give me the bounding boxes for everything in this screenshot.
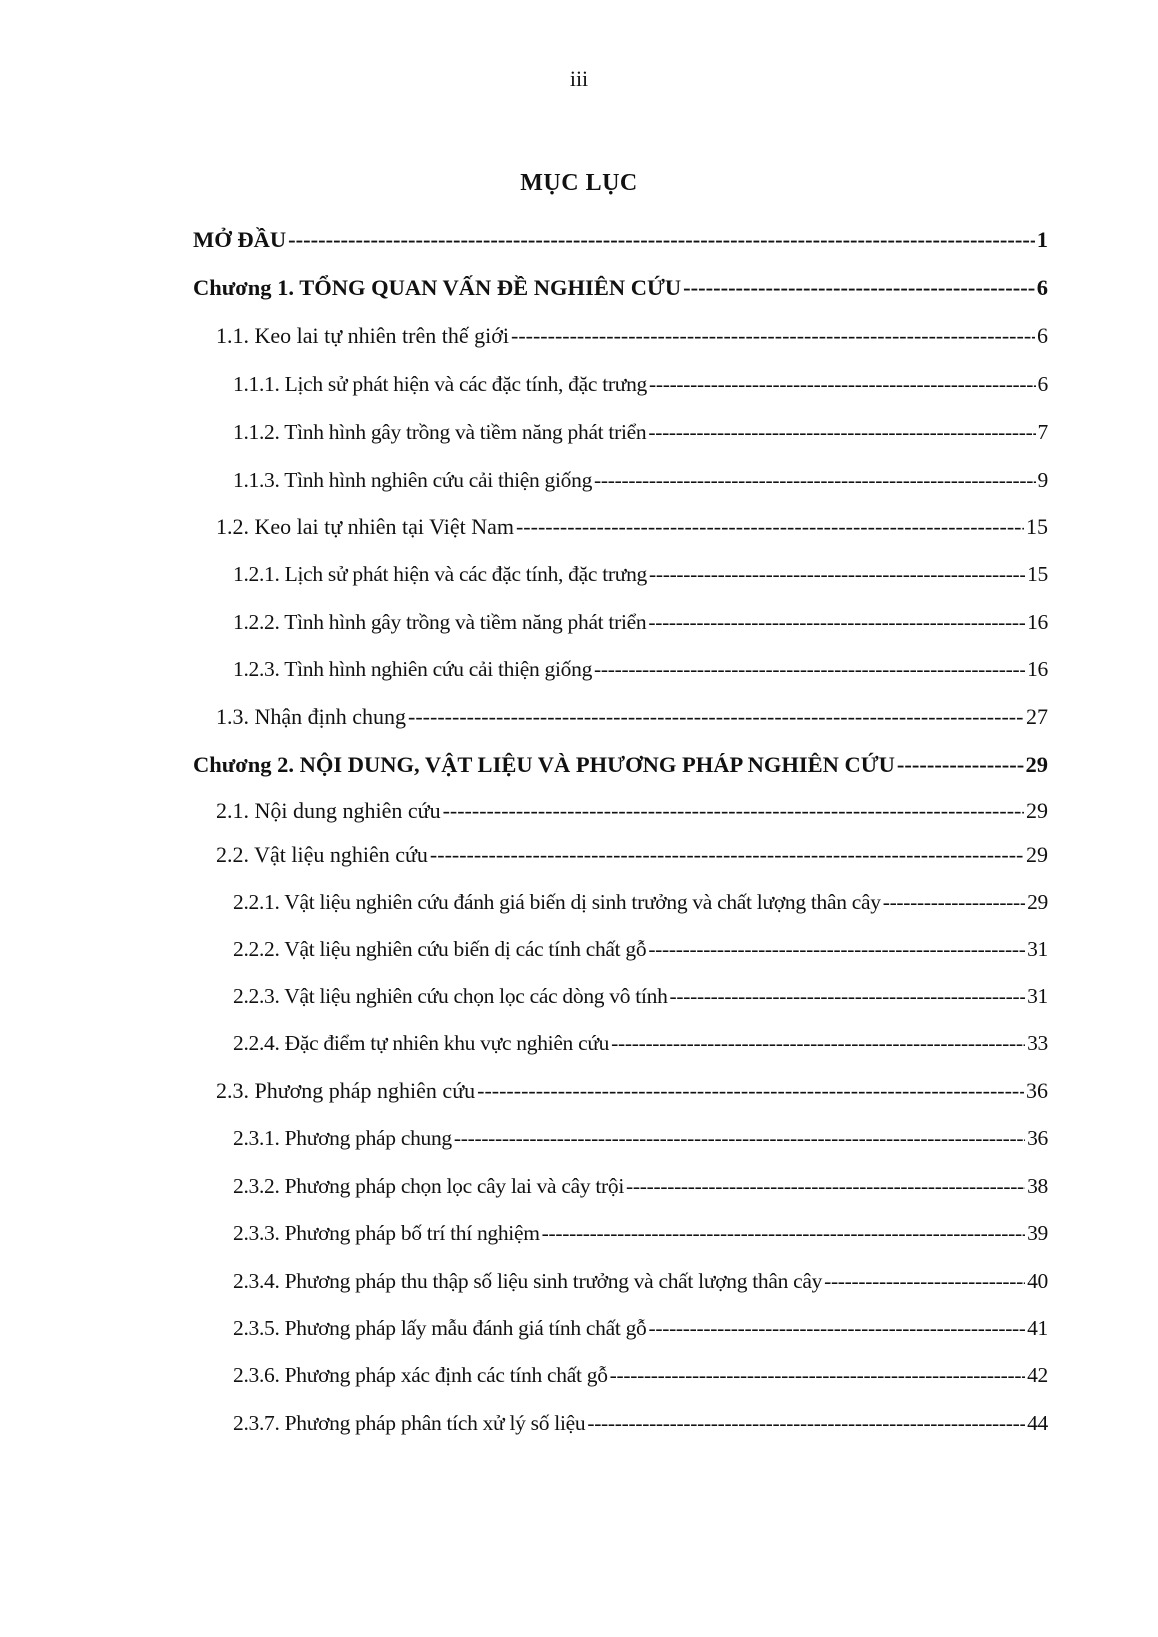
toc-leader-dashes	[649, 369, 1036, 399]
toc-leader-dashes	[594, 654, 1025, 684]
toc-entry[interactable]	[193, 225, 1048, 255]
toc-entry-page: 40	[1027, 1269, 1048, 1293]
toc-entry-page: 15	[1026, 514, 1048, 539]
toc-entry-text: 2.2.2. Vật liệu nghiên cứu biến dị các tính chất gỗ	[233, 937, 647, 961]
toc-entry-page: 38	[1027, 1174, 1048, 1198]
toc-entry[interactable]	[233, 1313, 1048, 1343]
toc-entry-text: Chương 2. NỘI DUNG, VẬT LIỆU VÀ PHƯƠNG PHÁP NGHIÊN CỨU	[193, 752, 895, 777]
toc-entry-text: 2.2.1. Vật liệu nghiên cứu đánh giá biến dị sinh trưởng và chất lượng thân cây	[233, 890, 881, 914]
toc-leader-dashes	[648, 1313, 1025, 1343]
toc-entry-text: 1.1. Keo lai tự nhiên trên thế giới	[216, 323, 509, 348]
toc-entry[interactable]	[233, 1266, 1048, 1296]
toc-leader-dashes	[611, 1028, 1025, 1058]
toc-leader-dashes	[516, 512, 1024, 542]
toc-entry-text: 1.1.3. Tình hình nghiên cứu cải thiện giống	[233, 468, 593, 492]
toc-entry-page: 29	[1026, 842, 1048, 867]
toc-leader-dashes	[648, 934, 1025, 964]
toc-entry[interactable]	[193, 273, 1048, 303]
toc-entry-page: 31	[1027, 937, 1048, 961]
toc-entry-page: 42	[1027, 1363, 1048, 1387]
toc-entry-page: 29	[1027, 890, 1048, 914]
toc-entry-text: 1.1.1. Lịch sử phát hiện và các đặc tính, đặc trưng	[233, 372, 647, 396]
toc-entry[interactable]	[233, 1171, 1048, 1201]
toc-leader-dashes	[408, 702, 1024, 732]
toc-leader-dashes	[626, 1171, 1025, 1201]
toc-entry-text: 1.2. Keo lai tự nhiên tại Việt Nam	[216, 514, 514, 539]
toc-leader-dashes	[594, 465, 1036, 495]
toc-entry-page: 36	[1027, 1126, 1048, 1150]
toc-entry-text: 2.2.4. Đặc điểm tự nhiên khu vực nghiên cứu	[233, 1031, 610, 1055]
toc-leader-dashes	[649, 559, 1025, 589]
toc-entry-page: 27	[1026, 704, 1048, 729]
toc-entry[interactable]	[216, 512, 1048, 542]
toc-leader-dashes	[897, 750, 1024, 780]
toc-entry-page: 16	[1027, 657, 1048, 681]
toc-leader-dashes	[670, 981, 1026, 1011]
toc-entry-text: 2.2.3. Vật liệu nghiên cứu chọn lọc các dòng vô tính	[233, 984, 668, 1008]
toc-entry[interactable]	[233, 369, 1048, 399]
toc-leader-dashes	[587, 1408, 1025, 1438]
toc-leader-dashes	[288, 225, 1035, 255]
toc-entry[interactable]	[233, 1028, 1048, 1058]
toc-title: MỤC LỤC	[520, 170, 638, 196]
toc-entry[interactable]	[193, 750, 1048, 780]
toc-entry-page: 29	[1026, 798, 1048, 823]
toc-leader-dashes	[430, 840, 1024, 870]
toc-entry-text: 1.3. Nhận định chung	[216, 704, 407, 729]
toc-entry-text: 1.2.2. Tình hình gây trồng và tiềm năng phát triển	[233, 610, 647, 634]
toc-entry-text: 2.3.6. Phương pháp xác định các tính chất gỗ	[233, 1363, 608, 1387]
toc-entry-page: 36	[1026, 1078, 1048, 1103]
toc-entry-text: 2.3.7. Phương pháp phân tích xử lý số liệu	[233, 1411, 586, 1435]
toc-entry-page: 33	[1027, 1031, 1048, 1055]
toc-entry-text: 2.3.5. Phương pháp lấy mẫu đánh giá tính chất gỗ	[233, 1316, 647, 1340]
toc-entry[interactable]	[216, 702, 1048, 732]
toc-entry-page: 6	[1037, 372, 1048, 396]
toc-entry[interactable]	[233, 465, 1048, 495]
toc-entry-page: 29	[1025, 752, 1048, 777]
toc-leader-dashes	[542, 1218, 1025, 1248]
toc-entry-text: 2.3.3. Phương pháp bố trí thí nghiệm	[233, 1221, 540, 1245]
toc-entry-text: Chương 1. TỔNG QUAN VẤN ĐỀ NGHIÊN CỨU	[193, 275, 682, 300]
toc-entry[interactable]	[233, 654, 1048, 684]
toc-entry[interactable]	[233, 1360, 1048, 1390]
toc-leader-dashes	[648, 417, 1035, 447]
toc-entry-text: MỞ ĐẦU	[193, 227, 287, 252]
toc-entry[interactable]	[233, 607, 1048, 637]
toc-entry-text: 2.2. Vật liệu nghiên cứu	[216, 842, 428, 867]
toc-entry-page: 6	[1037, 323, 1048, 348]
toc-entry-text: 2.3.1. Phương pháp chung	[233, 1126, 452, 1150]
toc-entry-text: 2.3.4. Phương pháp thu thập số liệu sinh trưởng và chất lượng thân cây	[233, 1269, 823, 1293]
toc-entry[interactable]	[233, 1408, 1048, 1438]
toc-entry-page: 44	[1027, 1411, 1048, 1435]
toc-entry[interactable]	[233, 887, 1048, 917]
toc-entry[interactable]	[233, 934, 1048, 964]
toc-leader-dashes	[511, 321, 1035, 351]
toc-entry[interactable]	[233, 1123, 1048, 1153]
toc-leader-dashes	[824, 1266, 1025, 1296]
toc-entry[interactable]	[216, 840, 1048, 870]
toc-entry-text: 1.1.2. Tình hình gây trồng và tiềm năng phát triển	[233, 420, 647, 444]
toc-entry[interactable]	[233, 1218, 1048, 1248]
toc-entry-page: 31	[1027, 984, 1048, 1008]
toc-entry[interactable]	[233, 981, 1048, 1011]
page-number: iii	[569, 66, 589, 91]
toc-entry-text: 2.3. Phương pháp nghiên cứu	[216, 1078, 476, 1103]
toc-entry-page: 16	[1027, 610, 1048, 634]
toc-entry[interactable]	[216, 796, 1048, 826]
toc-entry[interactable]	[233, 559, 1048, 589]
toc-leader-dashes	[883, 887, 1025, 917]
toc-leader-dashes	[610, 1360, 1025, 1390]
toc-entry-page: 15	[1027, 562, 1048, 586]
toc-leader-dashes	[477, 1076, 1024, 1106]
toc-entry-page: 41	[1027, 1316, 1048, 1340]
toc-entry-text: 1.2.3. Tình hình nghiên cứu cải thiện giống	[233, 657, 593, 681]
toc-entry-page: 9	[1037, 468, 1048, 492]
toc-entry-text: 1.2.1. Lịch sử phát hiện và các đặc tính, đặc trưng	[233, 562, 647, 586]
toc-entry-page: 39	[1027, 1221, 1048, 1245]
toc-leader-dashes	[648, 607, 1025, 637]
toc-entry-page: 1	[1036, 227, 1048, 252]
toc-entry-text: 2.1. Nội dung nghiên cứu	[216, 798, 441, 823]
toc-entry-page: 7	[1037, 420, 1048, 444]
toc-entry[interactable]	[216, 1076, 1048, 1106]
toc-entry[interactable]	[216, 321, 1048, 351]
toc-entry-text: 2.3.2. Phương pháp chọn lọc cây lai và cây trội	[233, 1174, 625, 1198]
toc-leader-dashes	[454, 1123, 1025, 1153]
toc-entry-page: 6	[1036, 275, 1048, 300]
toc-entry[interactable]	[233, 417, 1048, 447]
toc-leader-dashes	[443, 796, 1024, 826]
toc-leader-dashes	[683, 273, 1035, 303]
